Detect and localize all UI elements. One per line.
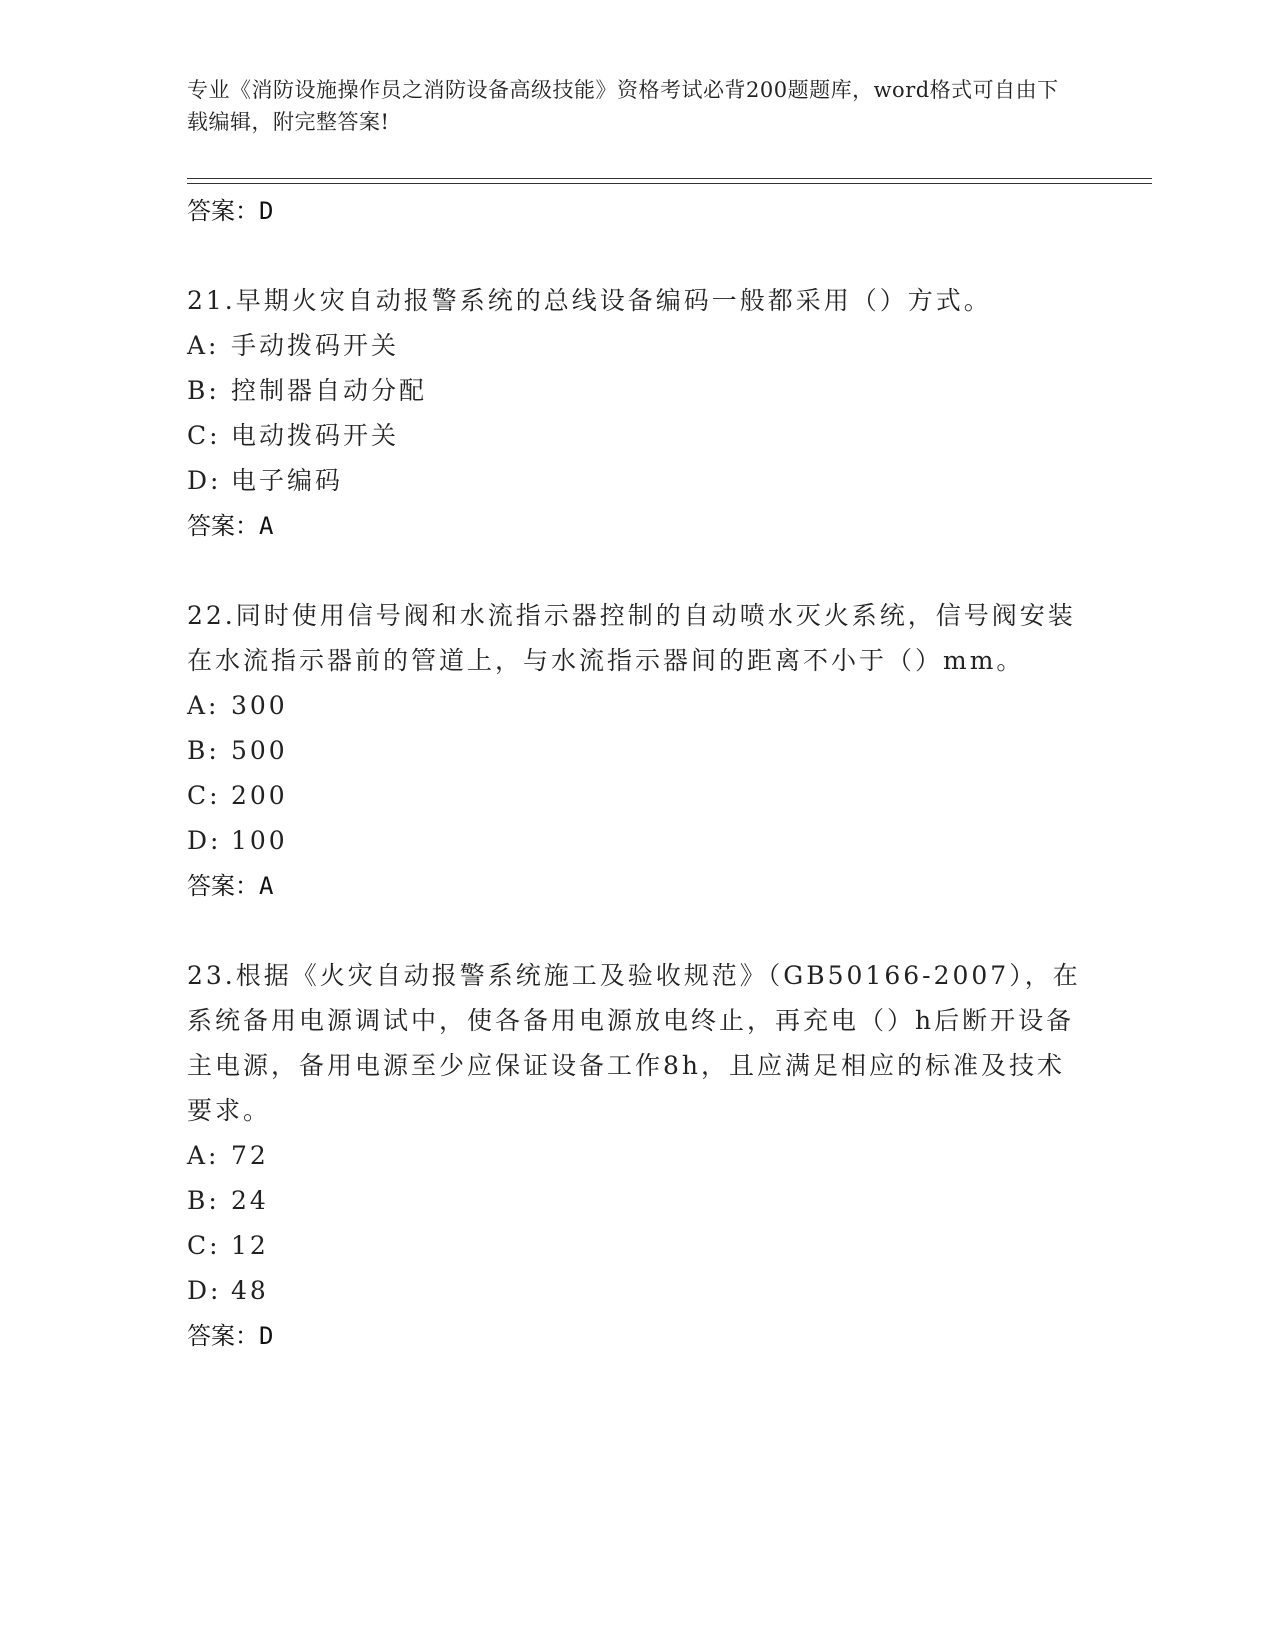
option-text: 48 — [231, 1276, 269, 1305]
option-text: 100 — [231, 826, 288, 855]
answer-value: A — [259, 512, 274, 540]
question-stem: 21.早期火灾自动报警系统的总线设备编码一般都采用（）方式。 — [187, 286, 992, 315]
answer-value: D — [259, 1322, 274, 1350]
option-key: A: — [187, 331, 220, 360]
question-answer — [187, 503, 1087, 549]
question-stem: 23.根据《火灾自动报警系统施工及验收规范》（GB50166-2007），在系统备用电源调试中，使各备用电源放电终止，再充电（）h后断开设备主电源，备用电源至少应保证设备工作8h，且应满足相应的标准及技术要求。 — [187, 961, 1081, 1125]
option-key: C: — [187, 421, 221, 450]
option-a — [187, 1133, 1087, 1178]
option-a — [187, 323, 1087, 368]
option-d — [187, 1268, 1087, 1313]
answer-label: 答案： — [187, 872, 259, 900]
option-b — [187, 728, 1087, 773]
option-key: D: — [187, 466, 222, 495]
option-text: 电动拨码开关 — [231, 421, 400, 450]
option-key: D: — [187, 826, 222, 855]
document-header — [187, 74, 1067, 138]
option-text: 300 — [231, 691, 288, 720]
option-b — [187, 1178, 1087, 1223]
header-divider-top — [187, 178, 1152, 179]
question-answer — [187, 863, 1087, 909]
question-answer — [187, 1313, 1087, 1359]
option-text: 电子编码 — [231, 466, 344, 495]
question-list — [187, 188, 1087, 1359]
option-d — [187, 458, 1087, 503]
header-intro-text: 专业《消防设施操作员之消防设备高级技能》资格考试必背200题题库，word格式可自由下载编辑，附完整答案! — [187, 78, 1059, 134]
option-key: B: — [187, 1186, 220, 1215]
option-key: B: — [187, 736, 220, 765]
option-text: 手动拨码开关 — [231, 331, 400, 360]
option-text: 12 — [231, 1231, 269, 1260]
option-text: 72 — [231, 1141, 269, 1170]
question-21 — [187, 278, 1087, 549]
option-text: 200 — [231, 781, 288, 810]
option-c — [187, 1223, 1087, 1268]
option-key: B: — [187, 376, 220, 405]
option-c — [187, 773, 1087, 818]
option-key: D: — [187, 1276, 222, 1305]
answer-label: 答案： — [187, 197, 259, 225]
option-text: 500 — [231, 736, 288, 765]
question-23 — [187, 953, 1087, 1359]
option-text: 控制器自动分配 — [231, 376, 428, 405]
option-d — [187, 818, 1087, 863]
option-key: A: — [187, 1141, 220, 1170]
answer-label: 答案： — [187, 512, 259, 540]
option-key: C: — [187, 1231, 221, 1260]
header-divider-bottom — [187, 183, 1152, 184]
question-22 — [187, 593, 1087, 909]
answer-label: 答案： — [187, 1322, 259, 1350]
option-c — [187, 413, 1087, 458]
answer-value: A — [259, 872, 274, 900]
previous-answer — [187, 188, 1087, 234]
answer-value: D — [259, 197, 274, 225]
option-key: A: — [187, 691, 220, 720]
option-text: 24 — [231, 1186, 269, 1215]
option-b — [187, 368, 1087, 413]
question-stem: 22.同时使用信号阀和水流指示器控制的自动喷水灭火系统，信号阀安装在水流指示器前的管道上，与水流指示器间的距离不小于（）mm。 — [187, 601, 1076, 675]
option-a — [187, 683, 1087, 728]
option-key: C: — [187, 781, 221, 810]
